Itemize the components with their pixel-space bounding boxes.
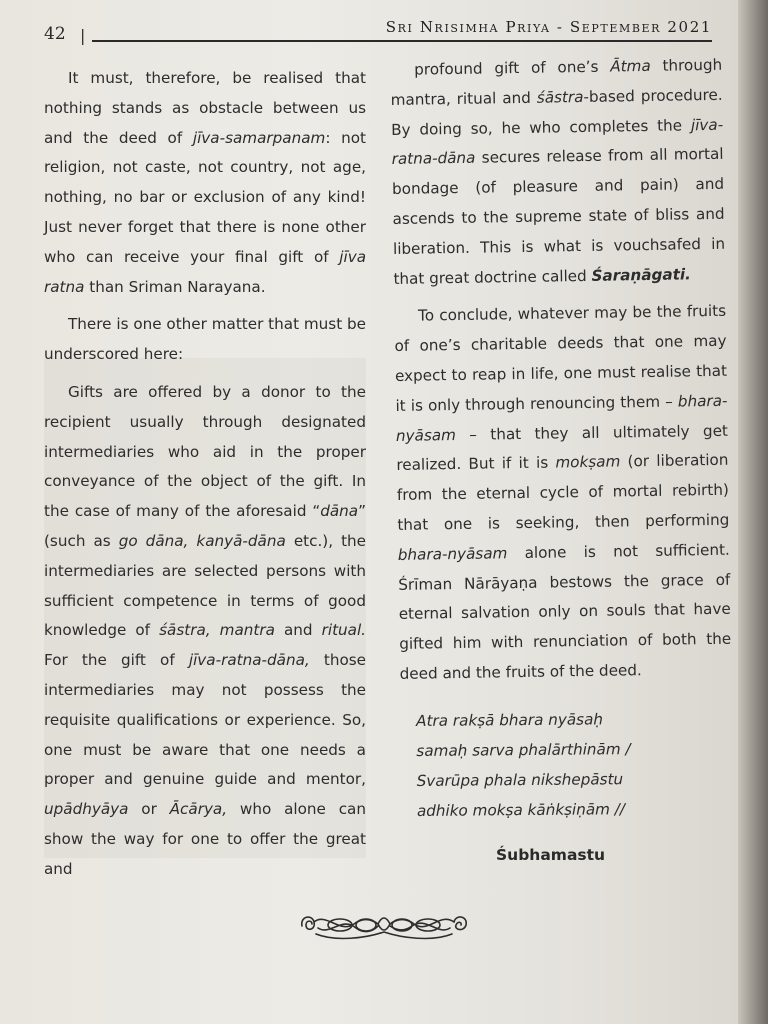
emphasized-term: go dāna, kanyā-dāna xyxy=(118,531,286,550)
emphasized-term: śāstra, mantra xyxy=(159,621,275,640)
page-edge xyxy=(738,0,768,1024)
right-paragraph-1: profound gift of one’s Ātma through mantra, ritual and śāstra-based procedure. By doing so, he who completes the jīva-ratna-dāna secures release from all mortal bondage (of pleasure and pain) and ascends to the supreme state of bliss and liberation. This is what is vouchsafed in that great doctrine called Śaraṇāgati. xyxy=(390,55,726,288)
scroll-ornament-icon xyxy=(296,904,472,944)
sanskrit-verse xyxy=(416,703,727,826)
verse-line-2: samaḥ sarva phalārthinām / xyxy=(416,740,631,760)
left-paragraph-1: It must, therefore, be realised that nothing stands as obstacle between us and the deed of jīva-samarpanam: not religion, not caste, not country, not age, nothing, no bar or exclusion of any kind! Just never forget that there is none other who can receive your final gift of jīva ratna than Sriman Narayana. xyxy=(44,69,366,296)
right-column xyxy=(390,51,732,690)
left-column xyxy=(44,64,366,885)
emphasized-term: jīva-ratna-dāna, xyxy=(188,651,310,670)
verse-line-1: Atra rakṣā bhara nyāsaḥ xyxy=(416,710,604,730)
left-paragraph-2: There is one other matter that must be underscored here: xyxy=(44,315,366,364)
emphasized-term: jīva-samarpanam xyxy=(192,128,326,147)
emphasized-term: dāna xyxy=(320,502,359,521)
emphasized-term: jīva ratna xyxy=(44,247,366,296)
header-separator: | xyxy=(80,26,86,45)
right-paragraph-2: To conclude, whatever may be the fruits of one’s charitable deeds that one may expect to reap in life, one must realise that it is only through renouncing them – bhara-nyāsam – that they all ultimately get realized. But if it is mokṣam (or liberation from the eternal cycle of mortal rebirth) that one is seeking, then performing bhara-nyāsam alone is not sufficient. Śrīman Nārāyaṇa bestows the grace of eternal salvation only on souls that have gifted him with renunciation of both the deed and the fruits of the deed. xyxy=(394,302,732,683)
left-paragraph-3: Gifts are offered by a donor to the recipient usually through designated intermediaries who aid in the proper conveyance of the object of the gift. In the case of many of the aforesaid “dāna” (such as go dāna, kanyā-dāna etc.), the intermediaries are selected persons with sufficient competence in terms of good knowledge of śāstra, mantra and ritual. For the gift of jīva-ratna-dāna, those intermediaries may not possess the requisite qualifications or experience. So, one must be aware that one needs a proper and genuine guide and mentor, upādhyāya or Ācārya, who alone can show the way for one to offer the great and xyxy=(44,382,367,878)
emphasized-term: Ātma xyxy=(610,56,651,76)
emphasized-term: ritual. xyxy=(321,621,367,640)
emphasized-term: bhara-nyāsam xyxy=(397,543,508,564)
emphasized-term: Śaraṇāgati. xyxy=(591,264,692,285)
verse-line-4: adhiko mokṣa kāṅkṣiṇām // xyxy=(416,800,626,820)
verse-line-3: Svarūpa phala nikshepāstu xyxy=(416,770,624,790)
emphasized-term: śāstra xyxy=(536,87,584,107)
emphasized-term: Ācārya, xyxy=(169,800,228,819)
closing-benediction: Śubhamastu xyxy=(496,846,606,864)
emphasized-term: jīva-ratna-dāna xyxy=(391,115,724,169)
header-rule xyxy=(92,40,712,42)
emphasized-term: bhara-nyāsam xyxy=(395,391,728,445)
page-header xyxy=(40,10,712,46)
journal-title: Sri Nrisimha Priya - September 2021 xyxy=(385,18,712,36)
emphasized-term: mokṣam xyxy=(555,452,621,472)
emphasized-term: upādhyāya xyxy=(44,800,129,819)
page-number: 42 xyxy=(44,24,66,44)
